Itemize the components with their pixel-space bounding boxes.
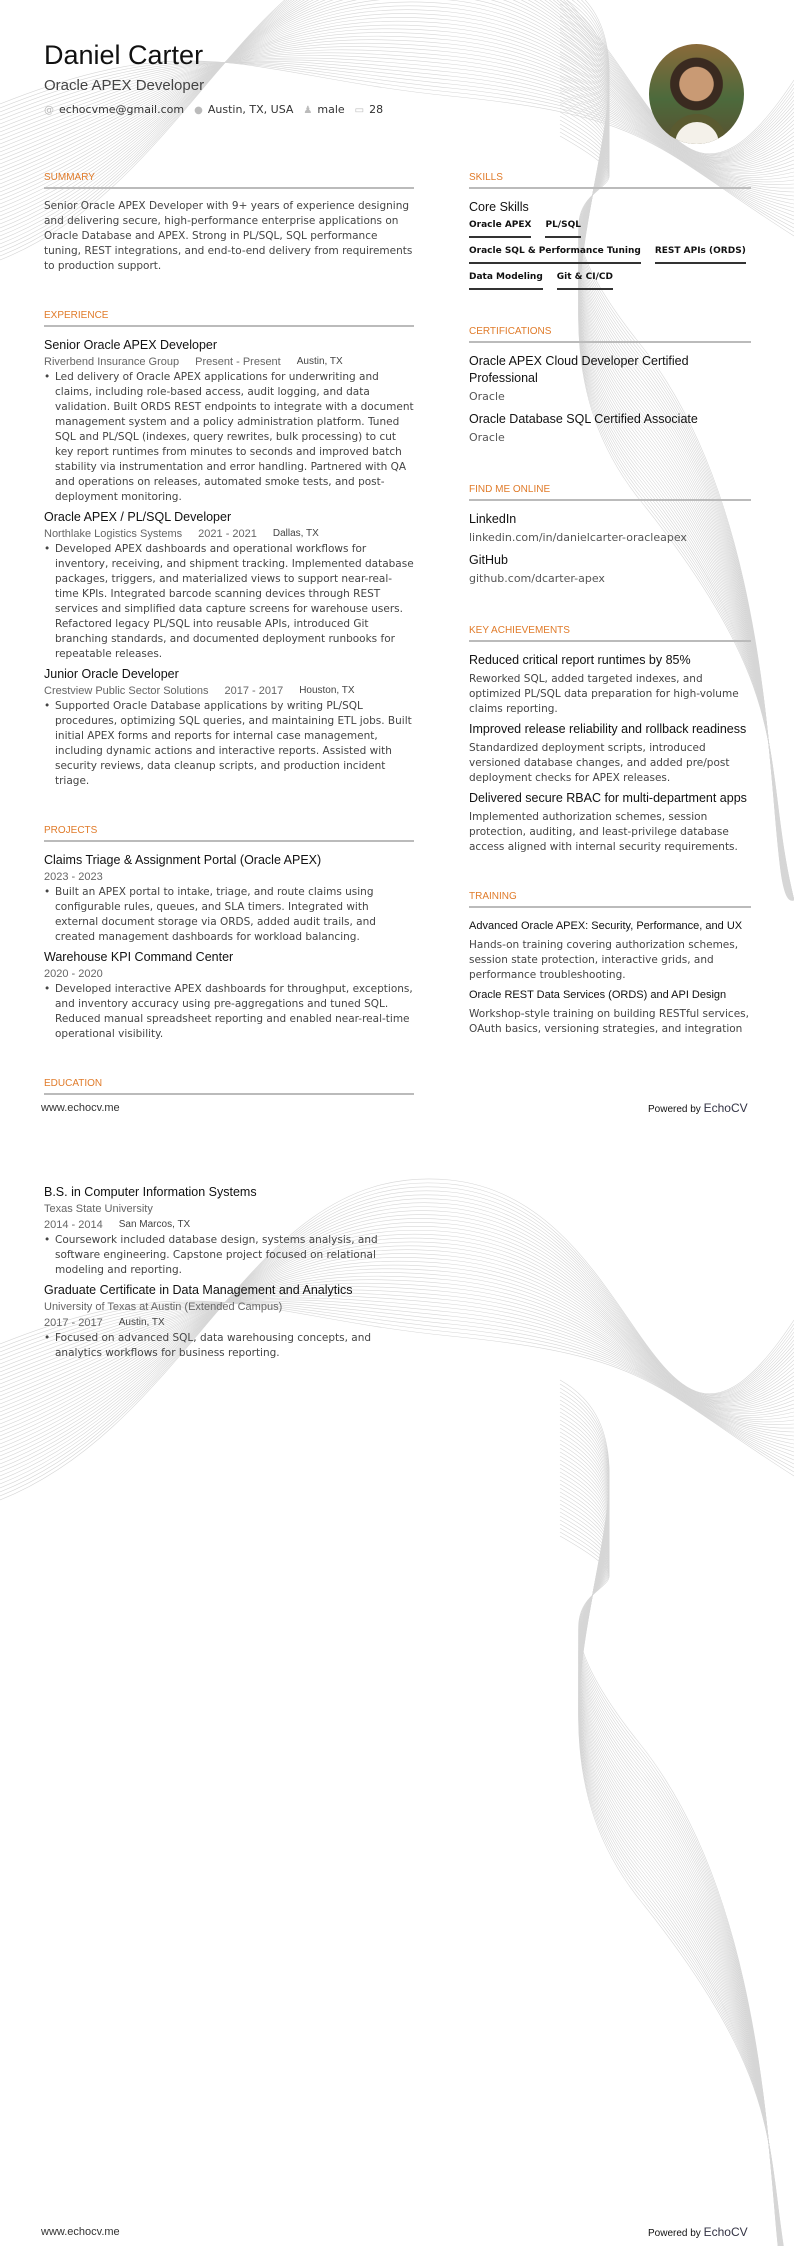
achievement-desc: Reworked SQL, added targeted indexes, and optimized PL/SQL data preparation for high-volume claims reporting. bbox=[469, 673, 739, 715]
education-location: Austin, TX bbox=[118, 1317, 165, 1328]
calendar-icon: ▭ bbox=[354, 105, 365, 116]
skill-chip: Oracle APEX bbox=[469, 220, 531, 238]
right-column bbox=[469, 172, 751, 1073]
job-location: Dallas, TX bbox=[272, 528, 319, 539]
bullet-item: • Built an APEX portal to intake, triage, and route claims using configurable rules, queues, and SLA timers. Integrated with external document storage via ORDS, added audit trails, and created management dashboards for workload balancing. bbox=[44, 885, 414, 945]
school-name: Texas State University bbox=[44, 1203, 153, 1215]
skill-chip: PL/SQL bbox=[545, 220, 581, 238]
avatar bbox=[649, 44, 744, 144]
job-title: Oracle APEX / PL/SQL Developer bbox=[44, 510, 232, 524]
achievement-title: Improved release reliability and rollback readiness bbox=[469, 722, 747, 736]
projects-section bbox=[44, 825, 414, 1042]
candidate-role: Oracle APEX Developer bbox=[44, 77, 205, 94]
section-heading: CERTIFICATIONS bbox=[469, 326, 751, 343]
certification-name: Oracle APEX Cloud Developer Certified Professional bbox=[469, 354, 689, 385]
section-heading: KEY ACHIEVEMENTS bbox=[469, 625, 751, 642]
bullet-item: • Supported Oracle Database applications by writing PL/SQL procedures, optimizing SQL queries, and maintaining ETL jobs. Built initial APEX forms and reports for internal case management, including dynamic actions and interactive reports. Assisted with security reviews, data cleanup scripts, and production incident triage. bbox=[44, 699, 414, 789]
skill-chip: Oracle SQL & Performance Tuning bbox=[469, 246, 641, 264]
training-section bbox=[469, 891, 751, 1037]
at-icon: @ bbox=[44, 105, 54, 116]
brand-logo[interactable]: EchoCV bbox=[703, 2225, 748, 2239]
bullet-item: • Developed APEX dashboards and operational workflows for inventory, receiving, and shipment tracking. Implemented database packages, triggers, and materialized views to support near-real-time KPIs. Integrated barcode scanning devices through REST services and simplified data capture screens for warehouse users. Refactored legacy PL/SQL into reusable APIs, introduced Git branching standards, and documented deployment runbooks for repeatable releases. bbox=[44, 542, 414, 662]
contact-text: male bbox=[317, 103, 345, 116]
summary-text: Senior Oracle APEX Developer with 9+ years of experience designing and delivering secure, high-performance enterprise applications on Oracle Database and APEX. Strong in PL/SQL, SQL performance tuning, REST integrations, and end-to-end delivery from requirements to production support. bbox=[44, 200, 413, 272]
bullet-item: • Coursework included database design, systems analysis, and software engineering. Capstone project focused on relational modeling and reporting. bbox=[44, 1233, 414, 1278]
skill-chip: REST APIs (ORDS) bbox=[655, 246, 746, 264]
certification-issuer: Oracle bbox=[469, 431, 505, 444]
project-title: Claims Triage & Assignment Portal (Oracle APEX) bbox=[44, 853, 322, 867]
skill-chip: Git & CI/CD bbox=[557, 272, 613, 290]
project-bullets bbox=[44, 982, 414, 1042]
company-name: Northlake Logistics Systems bbox=[44, 528, 183, 540]
project-dates: 2020 - 2020 bbox=[44, 968, 103, 980]
job-title: Senior Oracle APEX Developer bbox=[44, 338, 218, 352]
project-dates: 2023 - 2023 bbox=[44, 871, 103, 883]
achievements-section bbox=[469, 625, 751, 855]
contact-gender bbox=[303, 103, 344, 116]
contact-email[interactable] bbox=[44, 103, 184, 116]
training-desc: Workshop-style training on building RESTful services, OAuth basics, versioning strategies, and integration bbox=[469, 1008, 749, 1035]
project-meta bbox=[44, 966, 414, 982]
contact-text: 28 bbox=[369, 103, 384, 116]
company-name: Riverbend Insurance Group bbox=[44, 356, 180, 368]
skill-chips bbox=[469, 220, 751, 290]
education-section bbox=[44, 1078, 414, 1095]
project-bullets bbox=[44, 885, 414, 945]
contact-age bbox=[355, 103, 383, 116]
job-dates: 2021 - 2021 bbox=[198, 528, 257, 540]
section-heading: SKILLS bbox=[469, 172, 751, 189]
person-icon: ♟ bbox=[303, 105, 313, 116]
contact-location bbox=[194, 103, 293, 116]
contact-text: Austin, TX, USA bbox=[207, 103, 294, 116]
contact-list bbox=[44, 103, 383, 116]
training-title: Oracle REST Data Services (ORDS) and API Design bbox=[469, 989, 727, 1001]
job-title: Junior Oracle Developer bbox=[44, 667, 179, 681]
profile-link[interactable]: github.com/dcarter-apex bbox=[469, 572, 605, 585]
education-meta bbox=[44, 1217, 414, 1233]
section-heading: EXPERIENCE bbox=[44, 310, 414, 327]
footer-site-link[interactable]: www.echocv.me bbox=[41, 1102, 120, 1114]
experience-section bbox=[44, 310, 414, 789]
job-bullets bbox=[44, 542, 414, 662]
achievement-desc: Standardized deployment scripts, introduced versioned database changes, and added pre/post deployment checks for APEX releases. bbox=[469, 742, 730, 784]
section-heading: EDUCATION bbox=[44, 1078, 414, 1095]
bullet-item: • Developed interactive APEX dashboards for throughput, exceptions, and inventory accuracy using pre-aggregations and tuned SQL. Reduced manual spreadsheet reporting and enabled near-real-time operational visibility. bbox=[44, 982, 414, 1042]
section-heading: PROJECTS bbox=[44, 825, 414, 842]
certification-name: Oracle Database SQL Certified Associate bbox=[469, 412, 698, 426]
job-location: Austin, TX bbox=[296, 356, 343, 367]
achievement-desc: Implemented authorization schemes, session protection, auditing, and least-privilege database access aligned with internal security requirements. bbox=[469, 811, 738, 853]
job-bullets bbox=[44, 699, 414, 789]
training-desc: Hands-on training covering authorization schemes, session state protection, interactive grids, and performance troubleshooting. bbox=[469, 939, 739, 981]
location-pin-icon: ● bbox=[194, 105, 203, 116]
achievement-title: Delivered secure RBAC for multi-department apps bbox=[469, 791, 747, 805]
job-dates: 2017 - 2017 bbox=[224, 685, 284, 697]
education-location: San Marcos, TX bbox=[118, 1219, 191, 1230]
footer-powered-by bbox=[648, 2225, 748, 2239]
company-name: Crestview Public Sector Solutions bbox=[44, 685, 209, 697]
certifications-section bbox=[469, 326, 751, 448]
education-dates: 2014 - 2014 bbox=[44, 1219, 103, 1231]
project-title: Warehouse KPI Command Center bbox=[44, 950, 234, 964]
skill-chip: Data Modeling bbox=[469, 272, 543, 290]
brand-logo[interactable]: EchoCV bbox=[703, 1101, 748, 1115]
job-location: Houston, TX bbox=[299, 685, 355, 696]
powered-by-text: Powered by bbox=[648, 2228, 701, 2239]
section-heading: SUMMARY bbox=[44, 172, 414, 189]
skill-group-title: Core Skills bbox=[469, 200, 529, 214]
certification-issuer: Oracle bbox=[469, 390, 505, 403]
online-section bbox=[469, 484, 751, 589]
job-dates: Present - Present bbox=[195, 356, 281, 368]
degree-title: Graduate Certificate in Data Management and Analytics bbox=[44, 1283, 353, 1297]
section-heading: FIND ME ONLINE bbox=[469, 484, 751, 501]
education-dates: 2017 - 2017 bbox=[44, 1317, 103, 1329]
footer-powered-by bbox=[648, 1101, 748, 1115]
powered-by-text: Powered by bbox=[648, 1104, 701, 1115]
profile-name: GitHub bbox=[469, 553, 508, 567]
left-column bbox=[44, 172, 414, 1131]
candidate-name: Daniel Carter bbox=[44, 40, 204, 70]
achievement-title: Reduced critical report runtimes by 85% bbox=[469, 653, 691, 667]
footer-site-link[interactable]: www.echocv.me bbox=[41, 2226, 120, 2238]
contact-text: echocvme@gmail.com bbox=[59, 103, 185, 116]
profile-name: LinkedIn bbox=[469, 512, 517, 526]
job-meta bbox=[44, 354, 414, 370]
job-meta bbox=[44, 526, 414, 542]
education-meta bbox=[44, 1315, 414, 1331]
degree-title: B.S. in Computer Information Systems bbox=[44, 1185, 257, 1199]
page-1 bbox=[0, 0, 794, 1120]
job-meta bbox=[44, 683, 414, 699]
education-bullets bbox=[44, 1331, 414, 1361]
skills-section bbox=[469, 172, 751, 290]
school-name: University of Texas at Austin (Extended Campus) bbox=[44, 1301, 283, 1313]
training-title: Advanced Oracle APEX: Security, Performance, and UX bbox=[469, 920, 743, 932]
bullet-item: • Focused on advanced SQL, data warehousing concepts, and analytics workflows for business reporting. bbox=[44, 1331, 414, 1361]
profile-link[interactable]: linkedin.com/in/danielcarter-oracleapex bbox=[469, 531, 687, 544]
job-bullets bbox=[44, 370, 414, 505]
summary-section bbox=[44, 172, 414, 274]
project-meta bbox=[44, 869, 414, 885]
section-heading: TRAINING bbox=[469, 891, 751, 908]
page-2 bbox=[0, 1120, 794, 2246]
bullet-item: • Led delivery of Oracle APEX applications for underwriting and claims, including role-based access, audit logging, and data validation. Built ORDS REST endpoints to integrate with a document management system and a policy administration platform. Tuned SQL and PL/SQL (indexes, query rewrites, bulk processing) to cut key report runtimes from minutes to seconds and improved batch stability via instrumentation and error handling. Partnered with QA and operations on releases, automated smoke tests, and post-deployment monitoring. bbox=[44, 370, 414, 505]
education-continued bbox=[44, 1180, 414, 1363]
education-bullets bbox=[44, 1233, 414, 1278]
